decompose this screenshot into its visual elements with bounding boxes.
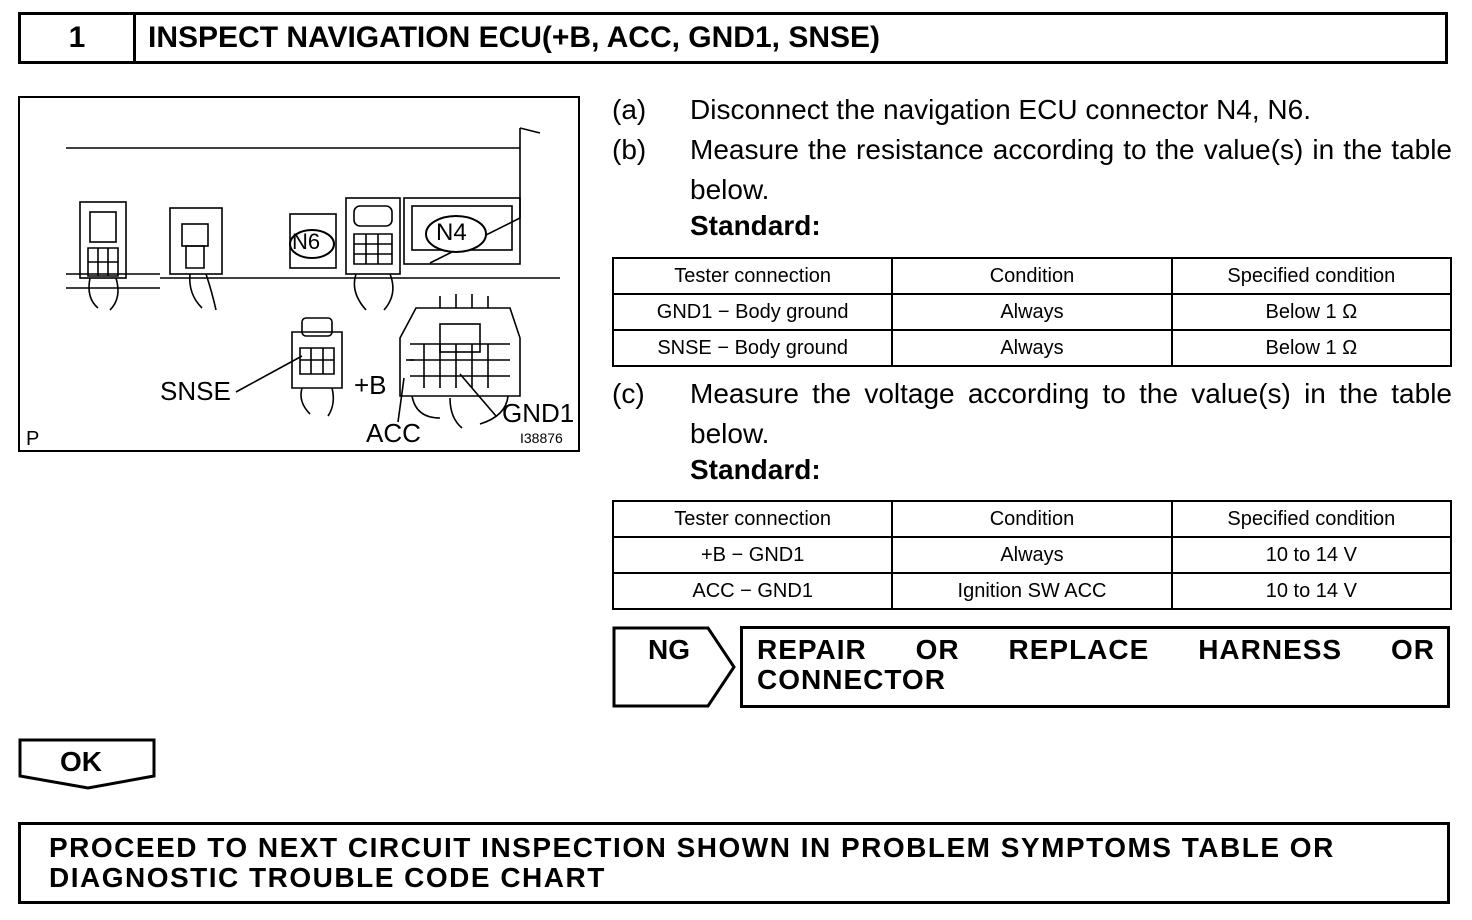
step-b-text: Measure the resistance according to the value(s) in the table below. (690, 134, 1452, 205)
table-cell: SNSE − Body ground (613, 330, 892, 366)
step-b-letter: (b) (612, 134, 647, 165)
step-b (612, 130, 1452, 210)
table-cell: Below 1 Ω (1172, 294, 1451, 330)
table-cell: Always (892, 537, 1171, 573)
ng-action-word: OR (1391, 634, 1435, 665)
ng-action-word: OR (915, 634, 960, 665)
ok-label: OK (60, 746, 102, 777)
table-header-cell: Tester connection (613, 258, 892, 294)
step-number: 1 (21, 15, 136, 61)
ng-label: NG (648, 634, 690, 665)
table-cell: +B − GND1 (613, 537, 892, 573)
table-cell: Ignition SW ACC (892, 573, 1171, 609)
step-a-letter: (a) (612, 94, 647, 125)
acc-label: ACC (366, 418, 421, 448)
p-label: P (26, 428, 40, 450)
table-cell: 10 to 14 V (1172, 537, 1451, 573)
table-row (613, 294, 1451, 330)
standard-label-1: Standard: (690, 210, 821, 241)
table-row (613, 537, 1451, 573)
steps-c (612, 374, 1452, 454)
ecu-drawing (20, 98, 578, 450)
snse-label: SNSE (160, 376, 231, 406)
voltage-table (612, 500, 1452, 610)
table-header-cell: Specified condition (1172, 258, 1451, 294)
step-c (612, 374, 1452, 454)
proceed-line2: DIAGNOSTIC TROUBLE CODE CHART (49, 862, 606, 893)
n4-label: N4 (436, 219, 467, 246)
table-header-cell: Condition (892, 501, 1171, 537)
table-header-cell: Condition (892, 258, 1171, 294)
standard-label-2: Standard: (690, 454, 821, 485)
table-row (613, 573, 1451, 609)
figure-id: I38876 (520, 430, 563, 446)
proceed-line1: PROCEED TO NEXT CIRCUIT INSPECTION SHOWN IN PROBLEM SYMPTOMS TABLE OR (49, 832, 1335, 863)
ng-action-word: HARNESS (1198, 634, 1343, 665)
table-cell: 10 to 14 V (1172, 573, 1451, 609)
table-header-row (613, 258, 1451, 294)
table-cell: ACC − GND1 (613, 573, 892, 609)
table-header-cell: Specified condition (1172, 501, 1451, 537)
step-c-text: Measure the voltage according to the value(s) in the table below. (690, 378, 1452, 449)
ng-action-word: REPLACE (1008, 634, 1150, 665)
table-cell: Below 1 Ω (1172, 330, 1451, 366)
step-title: INSPECT NAVIGATION ECU(+B, ACC, GND1, SNSE) (148, 21, 881, 54)
resistance-table (612, 257, 1452, 367)
proceed-box (18, 822, 1450, 904)
table-cell: GND1 − Body ground (613, 294, 892, 330)
table-header-row (613, 501, 1451, 537)
table-row (613, 330, 1451, 366)
gnd1-label: GND1 (502, 398, 575, 428)
steps-ab (612, 90, 1452, 210)
connector-illustration (18, 96, 580, 452)
n6-label: N6 (292, 229, 321, 254)
step-a (612, 90, 1452, 130)
ng-action-box (740, 626, 1450, 708)
table-cell: Always (892, 330, 1171, 366)
step-header (18, 12, 1448, 64)
ng-action-line1 (757, 635, 1435, 665)
plus-b-label: +B (354, 370, 387, 400)
table-cell: Always (892, 294, 1171, 330)
ng-action-word: REPAIR (757, 634, 867, 665)
step-c-letter: (c) (612, 378, 645, 409)
step-a-text: Disconnect the navigation ECU connector N4, N6. (690, 94, 1311, 125)
table-header-cell: Tester connection (613, 501, 892, 537)
ng-action-line2: CONNECTOR (757, 664, 946, 695)
